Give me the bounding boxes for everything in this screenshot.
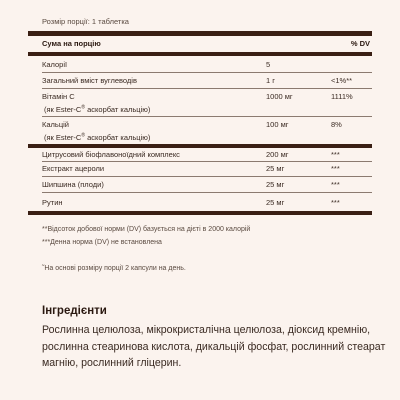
- nutrient-dv: 8%: [331, 120, 342, 129]
- nutrient-amount: 1 г: [266, 76, 275, 85]
- nutrient-amount: 25 мг: [266, 180, 285, 189]
- nutrient-dv: <1%**: [331, 76, 353, 85]
- nutrient-name: Рутин: [42, 198, 63, 207]
- row-divider: [42, 176, 372, 177]
- ingredients-text: Рослинна целюлоза, мікрокристалічна целюлоза, діоксид кремнію, рослинна стеаринова кислота, дикальцій фосфат, рослинний стеарат магнію, рослинний гліцерин.: [42, 324, 386, 369]
- footnote-dv-not-set: ***Денна норма (DV) не встановлена: [42, 239, 162, 246]
- nutrient-amount: 25 мг: [266, 164, 285, 173]
- dv-heading: % DV: [350, 39, 370, 48]
- ingredients-heading: Інгредієнти: [42, 305, 107, 317]
- footnote-dv-based: **Відсоток добової норми (DV) базується на дієті в 2000 калорій: [42, 226, 251, 233]
- row-divider: [42, 192, 372, 193]
- amount-per-serving-heading: Сума на порцію: [42, 39, 101, 48]
- row-divider: [42, 72, 372, 73]
- nutrient-amount: 200 мг: [266, 150, 289, 159]
- nutrient-dv: ***: [331, 150, 340, 159]
- nutrient-dv: 1111%: [331, 92, 353, 101]
- row-divider: [42, 88, 372, 89]
- row-divider: [42, 161, 372, 162]
- nutrient-dv: ***: [331, 164, 340, 173]
- table-row: [42, 92, 372, 114]
- table-header: [42, 36, 372, 52]
- nutrient-amount: 100 мг: [266, 120, 289, 129]
- nutrient-dv: ***: [331, 180, 340, 189]
- nutrient-dv: ***: [331, 198, 340, 207]
- nutrient-name: Шипшина (плоди): [42, 180, 104, 189]
- nutrient-name: Вітамін C (як Ester-C® аскорбат кальцію): [42, 92, 151, 114]
- nutrient-name: Екстракт ацероли: [42, 164, 105, 173]
- header-divider: [28, 52, 372, 56]
- section-divider: [28, 144, 372, 148]
- nutrient-amount: 25 мг: [266, 198, 285, 207]
- nutrient-name: Кальцій (як Ester-C® аскорбат кальцію): [42, 120, 151, 142]
- table-row: [42, 120, 372, 142]
- nutrient-amount: 1000 мг: [266, 92, 293, 101]
- row-divider: [42, 116, 372, 117]
- nutrient-name: Цитрусовий біофлавоноїдний комплекс: [42, 150, 180, 159]
- nutrient-amount: 5: [266, 60, 271, 69]
- nutrient-name: Загальний вміст вуглеводів: [42, 76, 137, 85]
- footnote-serving-basis: ˜На основі розміру порції 2 капсули на день.: [42, 265, 186, 272]
- bottom-divider: [28, 211, 372, 215]
- serving-size: Розмір порції: 1 таблетка: [42, 17, 129, 26]
- nutrient-name: Калорії: [42, 60, 68, 69]
